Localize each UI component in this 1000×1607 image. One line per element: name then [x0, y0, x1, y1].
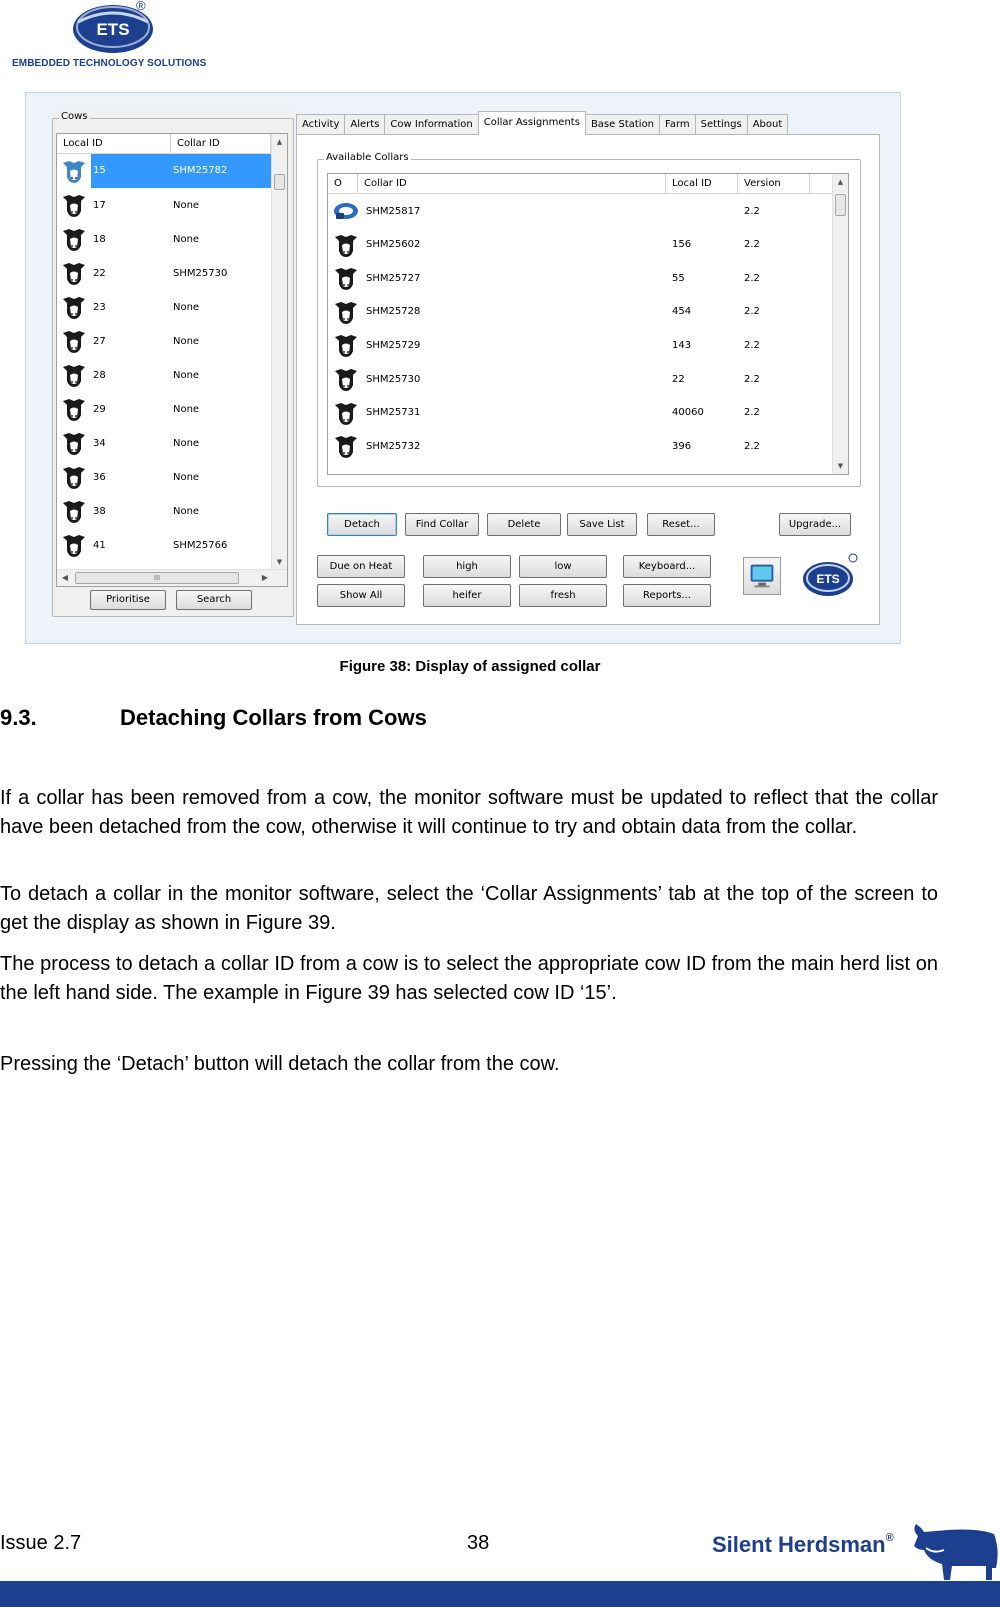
tab-activity[interactable]: Activity	[296, 114, 345, 135]
brand-name: Silent Herdsman	[712, 1532, 886, 1557]
monitor-icon	[744, 558, 780, 594]
column-header-collar-id[interactable]: Collar ID	[358, 174, 666, 194]
available-collars-list[interactable]	[327, 173, 849, 475]
silent-herdsman-logo	[712, 1520, 1000, 1582]
collar-list-row[interactable]	[328, 194, 802, 228]
cow-icon	[328, 261, 364, 295]
scroll-down-arrow-icon[interactable]: ▼	[837, 462, 844, 470]
cow-icon	[328, 429, 364, 463]
cow-icon	[57, 324, 91, 358]
cow-local-id: 27	[93, 335, 106, 347]
cow-icon	[328, 228, 364, 262]
collar-list-row[interactable]	[328, 228, 802, 262]
hscroll-thumb[interactable]: III	[75, 572, 239, 584]
brand-wordmark	[712, 1532, 894, 1558]
delete-button[interactable]: Delete	[487, 513, 561, 536]
company-name: EMBEDDED TECHNOLOGY SOLUTIONS	[12, 58, 207, 69]
cow-collar-id: None	[173, 233, 200, 245]
collar-version: 2.2	[744, 407, 760, 419]
search-button[interactable]: Search	[176, 590, 252, 610]
collar-local-id: 396	[672, 440, 692, 452]
cow-local-id: 36	[93, 471, 106, 483]
cow-list-row[interactable]	[57, 188, 273, 222]
collar-version: 2.2	[744, 306, 760, 318]
paragraph-3: The process to detach a collar ID from a cow is to select the appropriate cow ID from the main herd list on the left hand side. The example in Figure 39 has selected cow ID ‘15’.	[0, 953, 938, 1004]
collar-list-row[interactable]	[328, 295, 802, 329]
cow-icon	[328, 396, 364, 430]
cow-collar-id: None	[173, 369, 200, 381]
cow-collar-id: None	[173, 403, 200, 415]
cow-icon	[57, 222, 91, 256]
scroll-down-arrow-icon[interactable]: ▼	[276, 558, 283, 566]
cow-list-row[interactable]	[57, 392, 273, 426]
section-number: 9.3.	[0, 705, 37, 730]
collar-list-row[interactable]	[328, 261, 802, 295]
collar-list-row[interactable]	[328, 429, 802, 463]
tab-bar	[296, 111, 787, 135]
collar-version: 2.2	[744, 440, 760, 452]
due-on-heat-button[interactable]: Due on Heat	[317, 555, 405, 578]
upgrade-button[interactable]: Upgrade...	[779, 513, 851, 536]
cow-icon	[328, 295, 364, 329]
cow-icon	[57, 392, 91, 426]
collar-local-id: 454	[672, 306, 692, 318]
cow-local-id: 22	[93, 267, 106, 279]
cow-icon	[57, 426, 91, 460]
section-title: Detaching Collars from Cows	[120, 705, 427, 730]
ets-logo-icon	[801, 551, 859, 601]
cow-local-id: 41	[93, 539, 106, 551]
collar-id: SHM25730	[366, 373, 421, 385]
cow-local-id: 18	[93, 233, 106, 245]
logo-text: ETS	[96, 20, 130, 39]
cow-collar-id: SHM25766	[173, 539, 228, 551]
tab-cow-information[interactable]: Cow Information	[384, 114, 478, 135]
cow-icon	[57, 256, 91, 290]
cow-icon	[57, 460, 91, 494]
collar-local-id: 22	[672, 373, 685, 385]
cows-list-header	[57, 134, 287, 154]
collar-icon	[328, 194, 364, 228]
cow-collar-id: None	[173, 505, 200, 517]
cow-local-id: 15	[91, 154, 173, 188]
collar-id: SHM25729	[366, 339, 421, 351]
brand-registered-mark: ®	[885, 1532, 894, 1544]
column-header-collar-id[interactable]: Collar ID	[171, 134, 271, 154]
cow-list-row[interactable]	[57, 256, 273, 290]
fresh-button[interactable]: fresh	[519, 584, 607, 607]
cow-collar-id: SHM25782	[173, 154, 273, 188]
svg-text:ETS: ETS	[816, 572, 840, 586]
cow-local-id: 23	[93, 301, 106, 313]
heifer-button[interactable]: heifer	[423, 584, 511, 607]
cows-horizontal-scrollbar[interactable]	[57, 569, 288, 586]
scroll-up-arrow-icon[interactable]: ▲	[837, 178, 844, 186]
collar-version: 2.2	[744, 339, 760, 351]
cow-collar-id: None	[173, 471, 200, 483]
collar-list-row[interactable]	[328, 396, 802, 430]
app-screenshot	[25, 92, 901, 644]
cow-local-id: 17	[93, 199, 106, 211]
collar-version: 2.2	[744, 272, 760, 284]
collar-version: 2.2	[744, 239, 760, 251]
column-header-o[interactable]: O	[328, 174, 358, 194]
cows-list[interactable]	[56, 133, 288, 587]
cow-icon	[57, 290, 91, 324]
cow-list-row[interactable]	[57, 426, 273, 460]
cow-list-row[interactable]	[57, 494, 273, 528]
scroll-thumb[interactable]	[274, 174, 285, 190]
cow-collar-id: SHM25730	[173, 267, 228, 279]
collar-version: 2.2	[744, 205, 760, 217]
tab-about[interactable]: About	[747, 114, 789, 135]
scroll-up-arrow-icon[interactable]: ▲	[276, 138, 283, 146]
collar-id: SHM25732	[366, 440, 421, 452]
column-header-local-id[interactable]: Local ID	[666, 174, 738, 194]
cow-icon	[57, 154, 91, 188]
cow-icon	[57, 494, 91, 528]
save-list-button[interactable]: Save List	[567, 513, 637, 536]
collars-vertical-scrollbar[interactable]	[832, 174, 848, 474]
logo-registered-mark: ®	[136, 0, 146, 13]
cow-local-id: 29	[93, 403, 106, 415]
collar-local-id: 143	[672, 339, 692, 351]
detach-button[interactable]: Detach	[327, 513, 397, 536]
cow-collar-id: None	[173, 301, 200, 313]
cow-list-row[interactable]	[57, 222, 273, 256]
cow-list-row[interactable]	[57, 460, 273, 494]
app-ets-logo	[801, 551, 859, 601]
ets-logo	[10, 0, 207, 72]
collar-local-id: 156	[672, 239, 692, 251]
cow-icon	[57, 528, 91, 562]
scroll-left-arrow-icon[interactable]: ◀	[61, 573, 69, 582]
collar-id: SHM25817	[366, 205, 421, 217]
cow-list-row[interactable]	[57, 324, 273, 358]
tab-alerts[interactable]: Alerts	[344, 114, 385, 135]
cow-collar-id: None	[173, 437, 200, 449]
tab-collar-assignments[interactable]: Collar Assignments	[478, 111, 586, 135]
cow-collar-id: None	[173, 199, 200, 211]
display-monitor-button[interactable]	[743, 557, 781, 595]
cow-local-id: 28	[93, 369, 106, 381]
cow-local-id: 38	[93, 505, 106, 517]
cow-icon	[57, 188, 91, 222]
cow-icon	[57, 358, 91, 392]
reset-button[interactable]: Reset...	[647, 513, 715, 536]
cow-silhouette-icon	[908, 1520, 1000, 1582]
paragraph-4: Pressing the ‘Detach’ button will detach the collar from the cow.	[0, 1053, 560, 1075]
available-collars-title: Available Collars	[326, 152, 409, 163]
collar-local-id: 40060	[672, 407, 704, 419]
cow-icon	[328, 362, 364, 396]
figure-caption: Figure 38: Display of assigned collar	[339, 658, 601, 675]
page-number: 38	[467, 1532, 490, 1554]
high-button[interactable]: high	[423, 555, 511, 578]
cows-group-title: Cows	[61, 111, 88, 122]
tab-base-station[interactable]: Base Station	[585, 114, 660, 135]
cow-list-row[interactable]	[57, 290, 273, 324]
cow-collar-id: None	[173, 335, 200, 347]
collar-id: SHM25728	[366, 306, 421, 318]
collar-list-row[interactable]	[328, 362, 802, 396]
cow-local-id: 34	[93, 437, 106, 449]
collar-id: SHM25727	[366, 272, 421, 284]
collar-id: SHM25602	[366, 239, 421, 251]
paragraph-2: To detach a collar in the monitor software, select the ‘Collar Assignments’ tab at the top of the screen to get the display as shown in Figure 39.	[0, 883, 938, 934]
keyboard-button[interactable]: Keyboard...	[623, 555, 711, 578]
reports-button[interactable]: Reports...	[623, 584, 711, 607]
column-header-local-id[interactable]: Local ID	[57, 134, 171, 154]
cows-vertical-scrollbar[interactable]	[271, 134, 287, 570]
collar-local-id: 55	[672, 272, 685, 284]
column-header-version[interactable]: Version	[738, 174, 810, 194]
cow-icon	[328, 328, 364, 362]
show-all-button[interactable]: Show All	[317, 584, 405, 607]
low-button[interactable]: low	[519, 555, 607, 578]
cows-panel	[52, 109, 294, 617]
tab-farm[interactable]: Farm	[659, 114, 696, 135]
scroll-right-arrow-icon[interactable]: ▶	[261, 573, 269, 582]
collar-version: 2.2	[744, 373, 760, 385]
collars-list-header	[328, 174, 848, 194]
prioritise-button[interactable]: Prioritise	[90, 590, 166, 610]
paragraph-1: If a collar has been removed from a cow, the monitor software must be updated to reflect that the collar have been detached from the cow, otherwise it will continue to try and obtain data from the collar.	[0, 787, 938, 838]
tab-settings[interactable]: Settings	[695, 114, 748, 135]
collar-assignments-page	[296, 134, 880, 625]
footer-bar	[0, 1581, 1000, 1607]
collar-id: SHM25731	[366, 407, 421, 419]
cow-list-row[interactable]	[57, 154, 273, 188]
cow-list-row[interactable]	[57, 358, 273, 392]
collar-list-row[interactable]	[328, 328, 802, 362]
scroll-thumb[interactable]	[835, 194, 846, 216]
footer-issue: Issue 2.7	[0, 1532, 82, 1554]
find-collar-button[interactable]: Find Collar	[405, 513, 479, 536]
cow-list-row[interactable]	[57, 528, 273, 562]
